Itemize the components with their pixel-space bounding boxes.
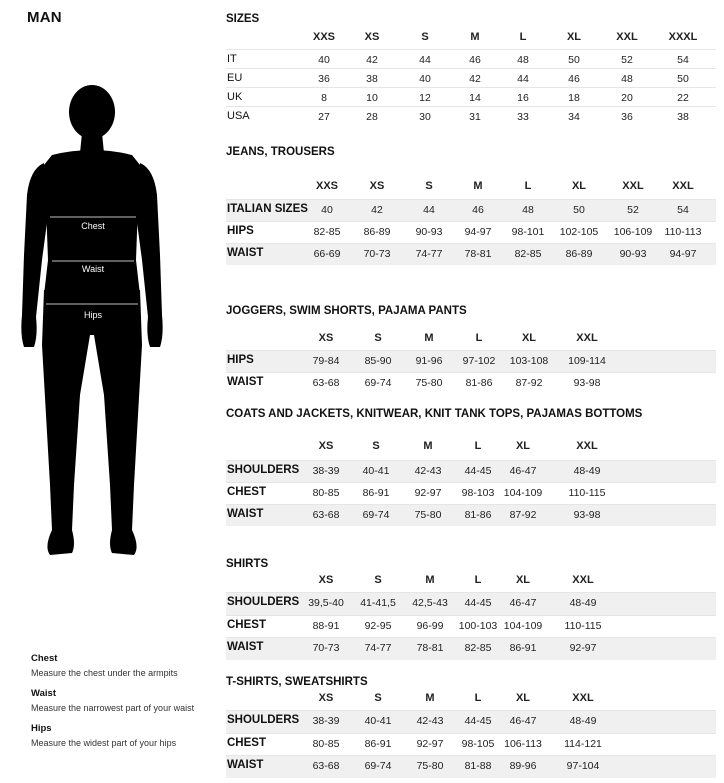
table-cell: 44 bbox=[517, 73, 529, 85]
section-title-sizes: SIZES bbox=[226, 13, 260, 25]
table-cell: 93-98 bbox=[573, 509, 601, 521]
section-title-coats: COATS AND JACKETS, KNITWEAR, KNIT TANK TOPS, PAJAMAS BOTTOMS bbox=[226, 408, 643, 420]
row-label: WAIST bbox=[227, 759, 264, 771]
table-cell: 106-109 bbox=[613, 226, 653, 238]
measurement-legend bbox=[31, 653, 221, 748]
row-label: CHEST bbox=[227, 486, 266, 498]
column-header: XS bbox=[318, 332, 334, 344]
row-label: IT bbox=[227, 53, 237, 65]
row-label: UK bbox=[227, 91, 243, 103]
column-header: XL bbox=[515, 692, 531, 704]
table-cell: 80-85 bbox=[312, 737, 340, 750]
table-cell: 40-41 bbox=[362, 465, 390, 477]
size-table-shirts bbox=[226, 574, 716, 660]
row-label: SHOULDERS bbox=[227, 464, 300, 476]
table-header bbox=[226, 692, 716, 710]
table-row bbox=[226, 482, 716, 504]
table-row bbox=[226, 350, 716, 372]
body-silhouette bbox=[0, 85, 190, 560]
table-cell: 36 bbox=[318, 73, 330, 85]
table-cell: 98-105 bbox=[461, 737, 495, 750]
table-cell: 98-101 bbox=[511, 226, 545, 238]
table-cell: 74-77 bbox=[415, 248, 443, 260]
table-cell: 40 bbox=[419, 73, 431, 85]
table-cell: 63-68 bbox=[312, 760, 340, 772]
table-cell: 34 bbox=[568, 111, 580, 123]
table-row bbox=[226, 68, 716, 87]
table-cell: 87-92 bbox=[509, 509, 537, 521]
table-cell: 42-43 bbox=[414, 465, 442, 477]
table-cell: 70-73 bbox=[312, 642, 340, 654]
table-cell: 46-47 bbox=[509, 597, 537, 609]
table-cell: 106-113 bbox=[504, 737, 542, 750]
table-cell: 93-98 bbox=[573, 377, 601, 389]
table-row bbox=[226, 49, 716, 68]
table-cell: 42 bbox=[366, 54, 378, 66]
table-cell: 92-97 bbox=[414, 487, 442, 499]
table-cell: 69-74 bbox=[364, 377, 392, 389]
table-row bbox=[226, 637, 716, 660]
table-cell: 48 bbox=[517, 54, 529, 66]
table-cell: 30 bbox=[419, 111, 431, 123]
row-label: HIPS bbox=[227, 225, 254, 237]
table-cell: 91-96 bbox=[415, 355, 443, 367]
table-cell: 70-73 bbox=[363, 248, 391, 260]
table-row bbox=[226, 615, 716, 638]
table-cell: 98-103 bbox=[461, 487, 495, 499]
table-cell: 104-109 bbox=[503, 619, 543, 632]
legend-waist-title: Waist bbox=[31, 688, 56, 699]
table-cell: 44 bbox=[423, 204, 435, 216]
column-header: XS bbox=[364, 31, 380, 43]
table-cell: 69-74 bbox=[364, 760, 392, 772]
row-label: CHEST bbox=[227, 736, 266, 749]
table-cell: 8 bbox=[321, 92, 327, 104]
table-row bbox=[226, 755, 716, 778]
table-cell: 12 bbox=[419, 92, 431, 104]
legend-hips-title: Hips bbox=[31, 723, 52, 734]
figure-label-chest: Chest bbox=[81, 221, 105, 231]
row-label: EU bbox=[227, 72, 243, 84]
table-cell: 103-108 bbox=[509, 355, 549, 367]
table-row bbox=[226, 460, 716, 482]
table-cell: 36 bbox=[621, 111, 633, 123]
legend-chest-desc: Measure the chest under the armpits bbox=[31, 668, 178, 678]
column-header: S bbox=[374, 692, 382, 704]
table-cell: 97-104 bbox=[566, 760, 600, 772]
table-cell: 42 bbox=[469, 73, 481, 85]
table-cell: 46 bbox=[472, 204, 484, 216]
column-header: XXS bbox=[315, 180, 339, 192]
table-cell: 94-97 bbox=[669, 248, 697, 260]
section-title-tshirts: T-SHIRTS, SWEATSHIRTS bbox=[226, 676, 368, 688]
legend-waist-desc: Measure the narrowest part of your waist bbox=[31, 703, 195, 713]
row-label: WAIST bbox=[227, 641, 264, 653]
column-header: XL bbox=[521, 332, 537, 344]
table-cell: 96-99 bbox=[416, 619, 444, 632]
table-row bbox=[226, 106, 716, 125]
legend-chest-title: Chest bbox=[31, 653, 58, 664]
table-cell: 44-45 bbox=[464, 597, 492, 609]
column-header: XS bbox=[369, 180, 385, 192]
table-cell: 94-97 bbox=[464, 226, 492, 238]
table-cell: 44-45 bbox=[464, 715, 492, 727]
table-cell: 81-86 bbox=[464, 509, 492, 521]
table-cell: 50 bbox=[573, 204, 585, 216]
column-header: XS bbox=[318, 574, 334, 586]
table-cell: 75-80 bbox=[414, 509, 442, 521]
row-label: USA bbox=[227, 110, 250, 122]
table-cell: 88-91 bbox=[312, 619, 340, 632]
table-row bbox=[226, 592, 716, 615]
row-label: HIPS bbox=[227, 354, 254, 366]
table-cell: 48-49 bbox=[573, 465, 601, 477]
table-cell: 82-85 bbox=[313, 226, 341, 238]
column-header: XXXL bbox=[668, 31, 698, 43]
table-cell: 74-77 bbox=[364, 642, 392, 654]
column-header: XXS bbox=[312, 31, 336, 43]
table-cell: 82-85 bbox=[464, 642, 492, 654]
table-cell: 86-91 bbox=[362, 487, 390, 499]
table-cell: 90-93 bbox=[619, 248, 647, 260]
table-header bbox=[226, 332, 716, 350]
table-cell: 109-114 bbox=[568, 355, 606, 367]
column-header: L bbox=[524, 180, 532, 192]
table-cell: 80-85 bbox=[312, 487, 340, 499]
table-cell: 46-47 bbox=[509, 465, 537, 477]
figure-label-waist: Waist bbox=[81, 264, 105, 274]
column-header: XS bbox=[318, 692, 334, 704]
figure-label-hips: Hips bbox=[83, 310, 103, 320]
table-cell: 78-81 bbox=[416, 642, 444, 654]
table-cell: 38-39 bbox=[312, 465, 340, 477]
table-cell: 92-97 bbox=[569, 642, 597, 654]
size-table-tshirts bbox=[226, 692, 716, 778]
table-cell: 110-113 bbox=[664, 226, 702, 238]
size-table-jeans bbox=[226, 180, 716, 265]
column-header: M bbox=[473, 180, 483, 192]
table-row bbox=[226, 372, 716, 394]
table-row bbox=[226, 199, 716, 221]
silhouette-head bbox=[69, 85, 115, 139]
column-header: S bbox=[421, 31, 429, 43]
silhouette-legs bbox=[42, 290, 142, 555]
column-header: S bbox=[374, 574, 382, 586]
table-cell: 38-39 bbox=[312, 715, 340, 727]
table-cell: 22 bbox=[677, 92, 689, 104]
table-cell: 18 bbox=[568, 92, 580, 104]
table-cell: 48 bbox=[621, 73, 633, 85]
table-row bbox=[226, 733, 716, 756]
table-cell: 54 bbox=[677, 54, 689, 66]
table-header bbox=[226, 440, 716, 460]
column-header: L bbox=[474, 440, 482, 452]
table-cell: 27 bbox=[318, 111, 330, 123]
table-cell: 63-68 bbox=[312, 377, 340, 389]
table-header bbox=[226, 574, 716, 592]
row-label: WAIST bbox=[227, 376, 264, 388]
table-cell: 104-109 bbox=[503, 487, 543, 499]
table-cell: 42-43 bbox=[416, 715, 444, 727]
column-header: S bbox=[372, 440, 380, 452]
table-cell: 92-95 bbox=[364, 619, 392, 632]
column-header: M bbox=[423, 440, 433, 452]
table-cell: 110-115 bbox=[568, 487, 606, 499]
table-cell: 86-89 bbox=[565, 248, 593, 260]
table-cell: 114-121 bbox=[564, 737, 602, 750]
column-header: M bbox=[470, 31, 480, 43]
section-title-joggers: JOGGERS, SWIM SHORTS, PAJAMA PANTS bbox=[226, 305, 467, 317]
table-cell: 40 bbox=[318, 54, 330, 66]
table-cell: 50 bbox=[568, 54, 580, 66]
table-cell: 33 bbox=[517, 111, 529, 123]
table-cell: 42 bbox=[371, 204, 383, 216]
table-cell: 46 bbox=[568, 73, 580, 85]
table-cell: 48-49 bbox=[569, 715, 597, 727]
column-header: XXL bbox=[576, 440, 598, 452]
table-cell: 81-88 bbox=[464, 760, 492, 772]
table-cell: 52 bbox=[621, 54, 633, 66]
table-cell: 86-91 bbox=[509, 642, 537, 654]
table-cell: 44 bbox=[419, 54, 431, 66]
table-cell: 50 bbox=[677, 73, 689, 85]
column-header: M bbox=[425, 574, 435, 586]
table-cell: 100-103 bbox=[458, 619, 498, 632]
table-cell: 48 bbox=[522, 204, 534, 216]
table-row bbox=[226, 87, 716, 106]
row-label: WAIST bbox=[227, 508, 264, 520]
column-header: L bbox=[474, 574, 482, 586]
table-cell: 66-69 bbox=[313, 248, 341, 260]
table-cell: 16 bbox=[517, 92, 529, 104]
table-row bbox=[226, 221, 716, 243]
table-cell: 81-86 bbox=[465, 377, 493, 389]
table-cell: 31 bbox=[469, 111, 481, 123]
table-cell: 69-74 bbox=[362, 509, 390, 521]
column-header: M bbox=[425, 692, 435, 704]
table-cell: 14 bbox=[469, 92, 481, 104]
table-cell: 87-92 bbox=[515, 377, 543, 389]
column-header: L bbox=[519, 31, 527, 43]
size-table-coats bbox=[226, 440, 716, 526]
table-cell: 46-47 bbox=[509, 715, 537, 727]
table-cell: 90-93 bbox=[415, 226, 443, 238]
table-cell: 75-80 bbox=[415, 377, 443, 389]
table-cell: 85-90 bbox=[364, 355, 392, 367]
table-cell: 48-49 bbox=[569, 597, 597, 609]
table-cell: 110-115 bbox=[564, 619, 602, 632]
section-title-shirts: SHIRTS bbox=[226, 558, 269, 570]
table-cell: 63-68 bbox=[312, 509, 340, 521]
table-cell: 75-80 bbox=[416, 760, 444, 772]
legend-hips-desc: Measure the widest part of your hips bbox=[31, 738, 177, 748]
table-row bbox=[226, 504, 716, 526]
column-header: XXL bbox=[576, 332, 598, 344]
table-cell: 44-45 bbox=[464, 465, 492, 477]
table-cell: 10 bbox=[366, 92, 378, 104]
page-title: MAN bbox=[27, 9, 62, 26]
table-cell: 102-105 bbox=[559, 226, 599, 238]
table-cell: 79-84 bbox=[312, 355, 340, 367]
table-cell: 42,5-43 bbox=[412, 597, 448, 609]
table-cell: 97-102 bbox=[462, 355, 496, 367]
size-table-joggers bbox=[226, 332, 716, 394]
table-cell: 82-85 bbox=[514, 248, 542, 260]
column-header: XXL bbox=[572, 692, 594, 704]
table-row bbox=[226, 243, 716, 265]
column-header: XXL bbox=[616, 31, 638, 43]
table-cell: 40-41 bbox=[364, 715, 392, 727]
column-header: XXL bbox=[622, 180, 644, 192]
table-header bbox=[226, 180, 716, 199]
table-cell: 20 bbox=[621, 92, 633, 104]
table-cell: 38 bbox=[366, 73, 378, 85]
table-cell: 40 bbox=[321, 204, 333, 216]
size-table-sizes bbox=[226, 31, 716, 125]
table-cell: 52 bbox=[627, 204, 639, 216]
table-cell: 92-97 bbox=[416, 737, 444, 750]
table-cell: 28 bbox=[366, 111, 378, 123]
row-label: WAIST bbox=[227, 247, 264, 259]
column-header: L bbox=[474, 692, 482, 704]
column-header: XXL bbox=[572, 574, 594, 586]
column-header: XL bbox=[515, 440, 531, 452]
table-cell: 78-81 bbox=[464, 248, 492, 260]
table-cell: 41-41,5 bbox=[360, 597, 396, 609]
table-cell: 86-91 bbox=[364, 737, 392, 750]
column-header: XL bbox=[515, 574, 531, 586]
table-cell: 86-89 bbox=[363, 226, 391, 238]
column-header: M bbox=[424, 332, 434, 344]
table-cell: 89-96 bbox=[509, 760, 537, 772]
column-header: XS bbox=[318, 440, 334, 452]
row-label: CHEST bbox=[227, 618, 266, 631]
table-header bbox=[226, 31, 716, 49]
table-row bbox=[226, 710, 716, 733]
column-header: S bbox=[425, 180, 433, 192]
column-header: XXL bbox=[672, 180, 694, 192]
table-cell: 39,5-40 bbox=[308, 597, 344, 609]
row-label: SHOULDERS bbox=[227, 714, 300, 726]
column-header: S bbox=[374, 332, 382, 344]
row-label: ITALIAN SIZES bbox=[227, 203, 308, 215]
table-cell: 46 bbox=[469, 54, 481, 66]
column-header: L bbox=[475, 332, 483, 344]
table-cell: 38 bbox=[677, 111, 689, 123]
row-label: SHOULDERS bbox=[227, 596, 300, 608]
section-title-jeans: JEANS, TROUSERS bbox=[226, 146, 335, 158]
table-cell: 54 bbox=[677, 204, 689, 216]
column-header: XL bbox=[566, 31, 582, 43]
column-header: XL bbox=[571, 180, 587, 192]
